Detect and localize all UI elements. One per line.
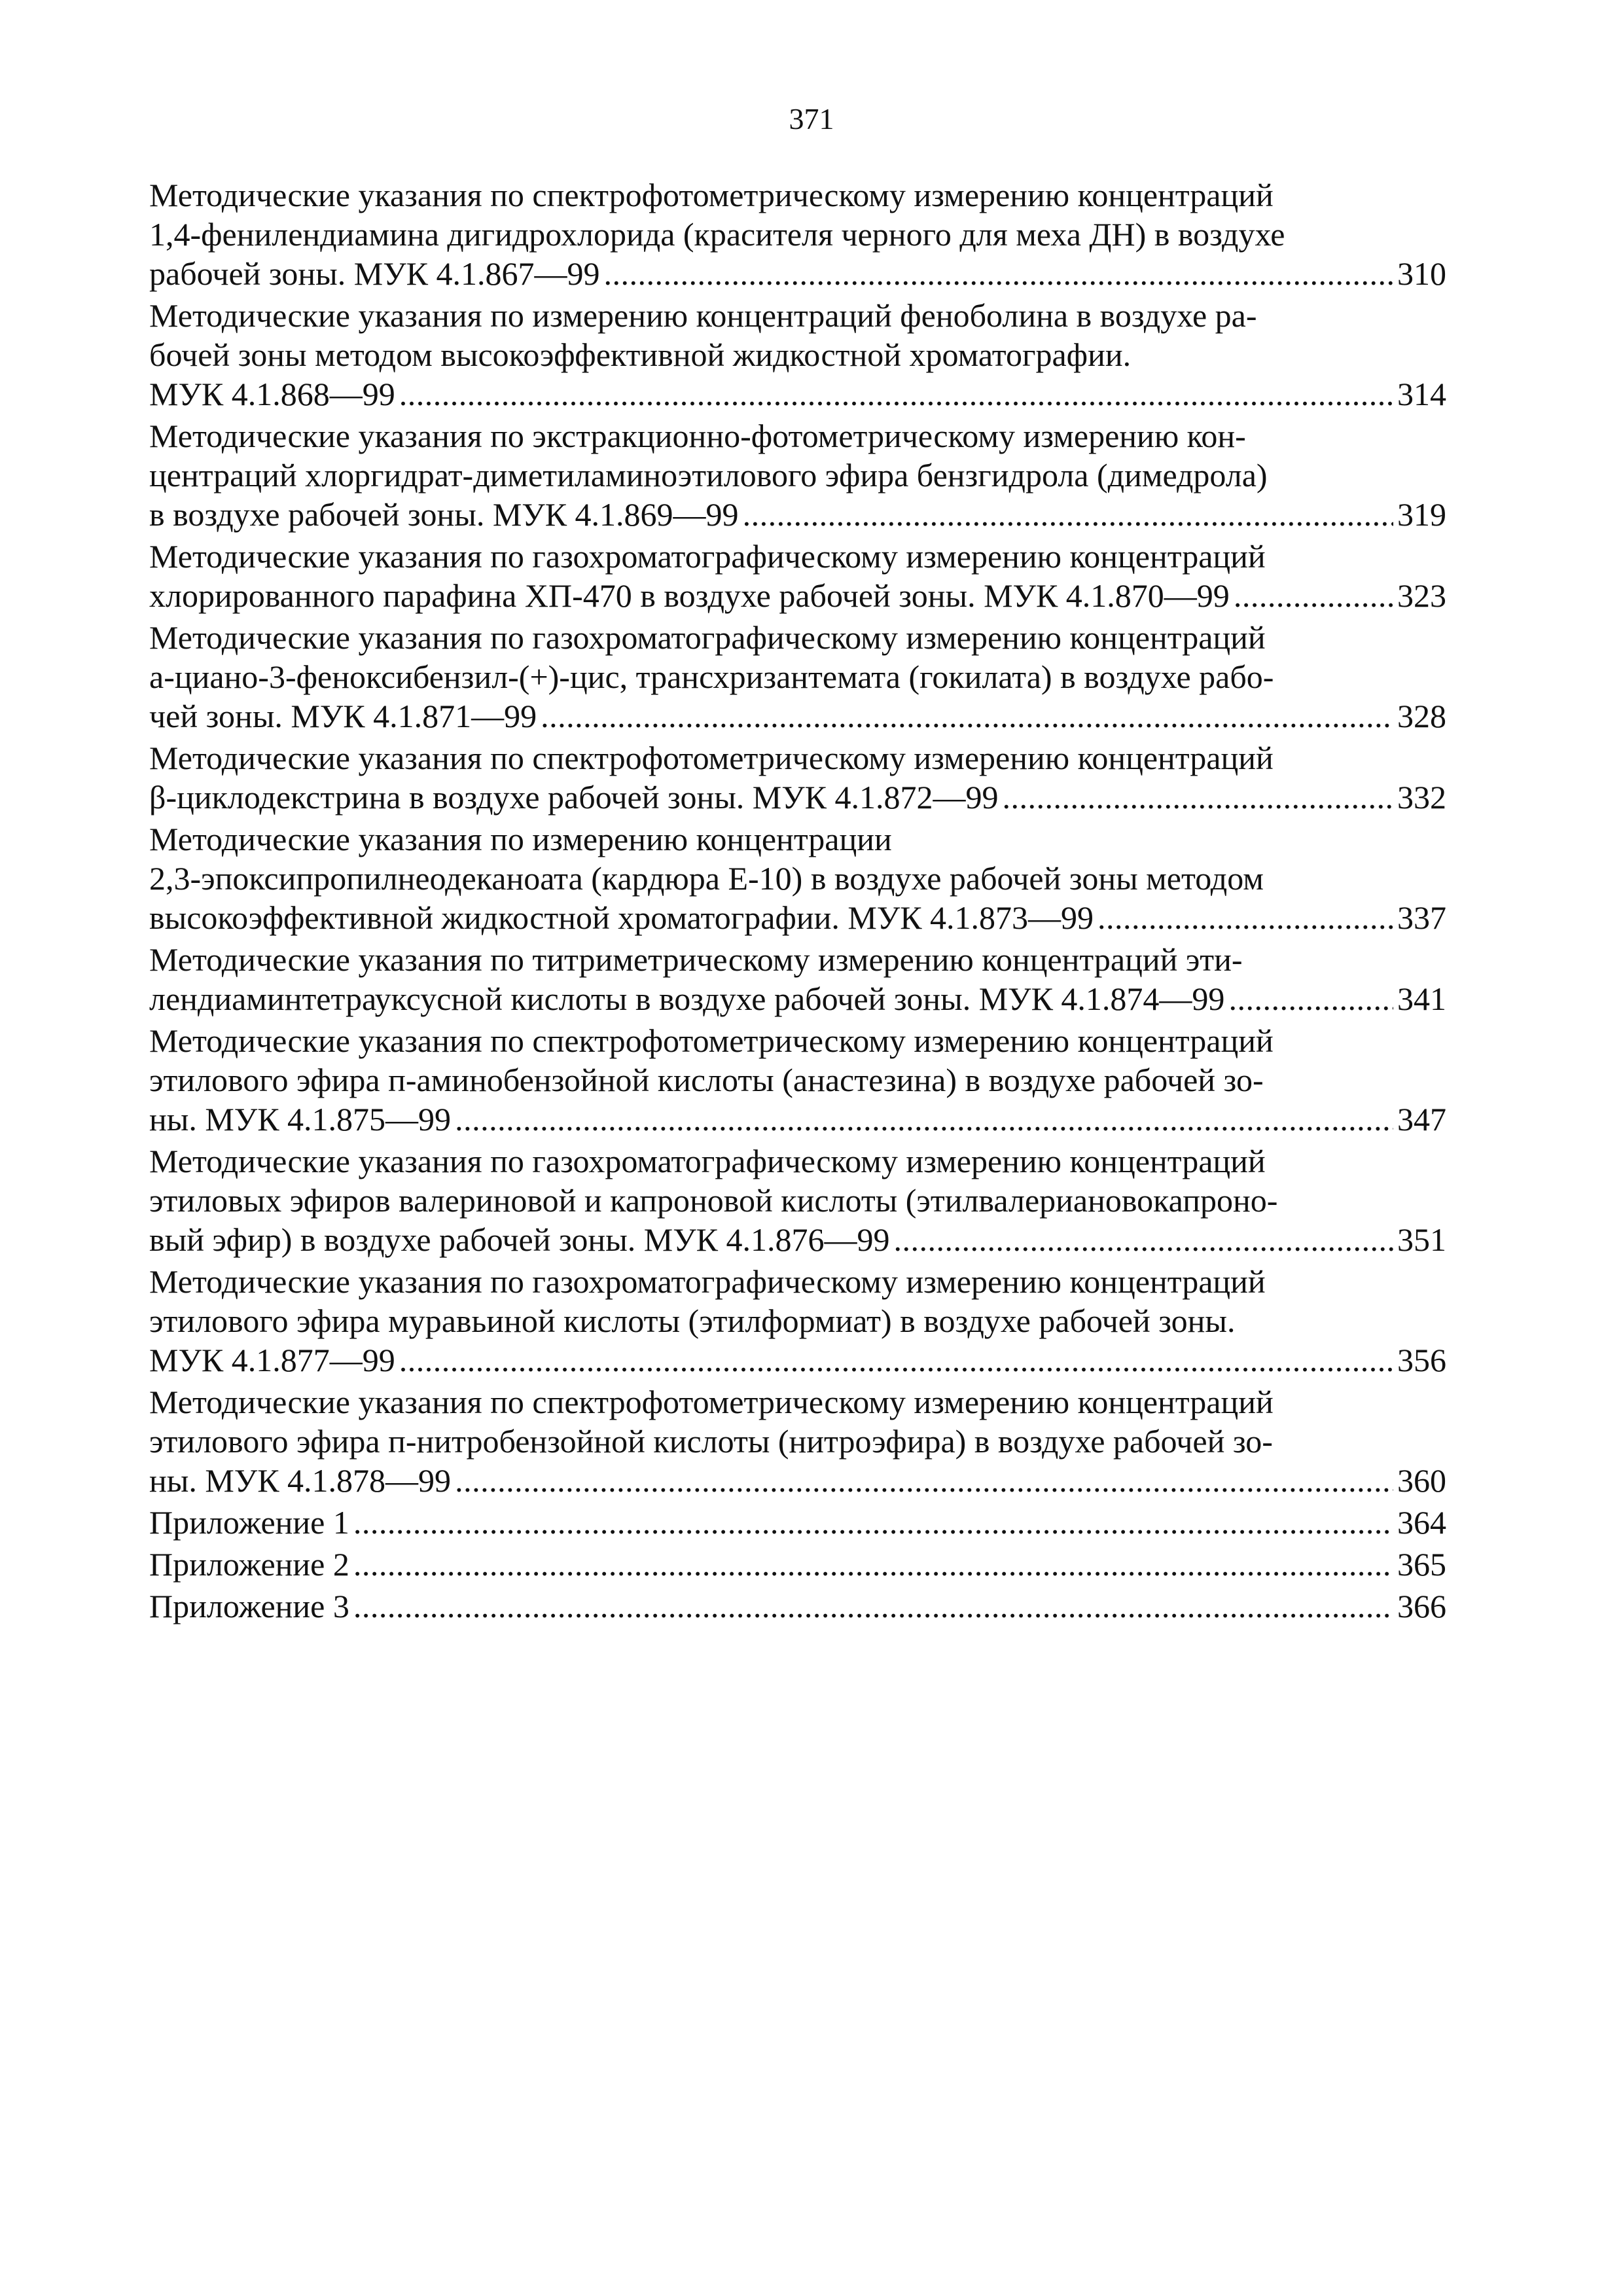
table-of-contents bbox=[149, 175, 1446, 1628]
dot-leader bbox=[353, 1545, 1393, 1584]
toc-entry-last-line bbox=[149, 696, 1446, 736]
toc-entry-title-end: Приложение 1 bbox=[149, 1504, 349, 1541]
toc-entry[interactable] bbox=[149, 618, 1446, 736]
page-number: 371 bbox=[789, 102, 834, 135]
toc-entry-line: Методические указания по газохроматографическому измерению концентраций bbox=[149, 619, 1266, 656]
toc-entry-last-line bbox=[149, 1503, 1446, 1542]
toc-entry-title-end: Приложение 2 bbox=[149, 1546, 349, 1583]
toc-entry[interactable] bbox=[149, 175, 1446, 293]
toc-entry-last-line bbox=[149, 1545, 1446, 1584]
toc-entry[interactable] bbox=[149, 1503, 1446, 1542]
toc-page-number: 310 bbox=[1397, 255, 1446, 292]
toc-entry-title-end: Приложение 3 bbox=[149, 1588, 349, 1624]
toc-entry-last-line bbox=[149, 898, 1446, 937]
toc-entry-line: Методические указания по спектрофотометрическому измерению концентраций bbox=[149, 740, 1274, 776]
toc-entry-last-line bbox=[149, 1220, 1446, 1259]
toc-entry-line: а-циано-3-феноксибензил-(+)-цис, трансхризантемата (гокилата) в воздухе рабо- bbox=[149, 658, 1274, 695]
toc-entry-line: этилового эфира п-аминобензойной кислоты (анастезина) в воздухе рабочей зо- bbox=[149, 1062, 1264, 1098]
toc-page-number: 328 bbox=[1397, 698, 1446, 734]
dot-leader bbox=[743, 495, 1393, 534]
toc-entry-last-line bbox=[149, 495, 1446, 534]
dot-leader bbox=[399, 1340, 1393, 1380]
toc-page-number: 360 bbox=[1397, 1462, 1446, 1499]
toc-page-number: 314 bbox=[1397, 376, 1446, 412]
toc-entry-line: бочей зоны методом высокоэффективной жидкостной хроматографии. bbox=[149, 336, 1132, 373]
toc-page-number: 337 bbox=[1397, 899, 1446, 936]
dot-leader bbox=[1234, 576, 1393, 615]
toc-entry-title-end: МУК 4.1.868—99 bbox=[149, 376, 395, 412]
toc-page-number: 332 bbox=[1397, 779, 1446, 816]
toc-entry[interactable] bbox=[149, 1021, 1446, 1139]
toc-entry-line: Методические указания по газохроматографическому измерению концентраций bbox=[149, 1143, 1266, 1179]
toc-page-number: 365 bbox=[1397, 1546, 1446, 1583]
toc-entry[interactable] bbox=[149, 1382, 1446, 1500]
toc-page-number: 364 bbox=[1397, 1504, 1446, 1541]
toc-entry-last-line bbox=[149, 254, 1446, 293]
toc-entry[interactable] bbox=[149, 940, 1446, 1018]
dot-leader bbox=[894, 1220, 1394, 1259]
toc-entry-line: Методические указания по спектрофотометрическому измерению концентраций bbox=[149, 177, 1274, 213]
toc-entry-title-end: чей зоны. МУК 4.1.871—99 bbox=[149, 698, 537, 734]
toc-entry-line: Методические указания по газохроматографическому измерению концентраций bbox=[149, 538, 1266, 575]
toc-entry-last-line bbox=[149, 1461, 1446, 1500]
toc-entry-title-end: лендиаминтетрауксусной кислоты в воздухе рабочей зоны. МУК 4.1.874—99 bbox=[149, 980, 1225, 1017]
dot-leader bbox=[1097, 898, 1393, 937]
dot-leader bbox=[1228, 979, 1393, 1018]
toc-entry-line: центраций хлоргидрат-диметиламиноэтилового эфира бензгидрола (димедрола) bbox=[149, 457, 1268, 493]
toc-page-number: 356 bbox=[1397, 1342, 1446, 1378]
toc-page-number: 341 bbox=[1397, 980, 1446, 1017]
toc-page-number: 319 bbox=[1397, 496, 1446, 533]
toc-entry-last-line bbox=[149, 1587, 1446, 1626]
toc-entry-title-end: МУК 4.1.877—99 bbox=[149, 1342, 395, 1378]
toc-entry-line: этиловых эфиров валериновой и капроновой кислоты (этилвалериановокапроно- bbox=[149, 1182, 1278, 1219]
toc-entry-title-end: в воздухе рабочей зоны. МУК 4.1.869—99 bbox=[149, 496, 739, 533]
toc-entry[interactable] bbox=[149, 819, 1446, 937]
toc-entry-line: 2,3-эпоксипропилнеодеканоата (кардюра Е-10) в воздухе рабочей зоны методом bbox=[149, 860, 1264, 897]
dot-leader bbox=[353, 1587, 1393, 1626]
toc-page-number: 347 bbox=[1397, 1101, 1446, 1138]
toc-entry-title-end: высокоэффективной жидкостной хроматографии. МУК 4.1.873—99 bbox=[149, 899, 1094, 936]
toc-entry-line: Методические указания по спектрофотометрическому измерению концентраций bbox=[149, 1384, 1274, 1420]
toc-entry-line: этилового эфира п-нитробензойной кислоты (нитроэфира) в воздухе рабочей зо- bbox=[149, 1423, 1273, 1460]
toc-page-number: 323 bbox=[1397, 577, 1446, 614]
toc-entry[interactable] bbox=[149, 537, 1446, 615]
toc-entry-title-end: хлорированного парафина ХП-470 в воздухе рабочей зоны. МУК 4.1.870—99 bbox=[149, 577, 1230, 614]
toc-entry-last-line bbox=[149, 778, 1446, 817]
toc-entry[interactable] bbox=[149, 1545, 1446, 1584]
toc-entry[interactable] bbox=[149, 1262, 1446, 1380]
toc-entry-title-end: ны. МУК 4.1.875—99 bbox=[149, 1101, 452, 1138]
toc-entry-last-line bbox=[149, 1100, 1446, 1139]
toc-entry-line: Методические указания по газохроматографическому измерению концентраций bbox=[149, 1263, 1266, 1300]
toc-entry[interactable] bbox=[149, 738, 1446, 817]
toc-entry-line: Методические указания по спектрофотометрическому измерению концентраций bbox=[149, 1022, 1274, 1059]
dot-leader bbox=[455, 1100, 1393, 1139]
toc-entry-title-end: рабочей зоны. МУК 4.1.867—99 bbox=[149, 255, 600, 292]
toc-entry[interactable] bbox=[149, 1587, 1446, 1626]
dot-leader bbox=[455, 1461, 1393, 1500]
toc-entry[interactable] bbox=[149, 416, 1446, 534]
toc-page-number: 351 bbox=[1397, 1221, 1446, 1258]
dot-leader bbox=[399, 374, 1393, 414]
toc-entry-last-line bbox=[149, 374, 1446, 414]
toc-entry-line: 1,4-фенилендиамина дигидрохлорида (красителя черного для меха ДН) в воздухе bbox=[149, 216, 1285, 253]
toc-entry-line: Методические указания по экстракционно-фотометрическому измерению кон- bbox=[149, 418, 1246, 454]
toc-entry-line: Методические указания по измерению концентраций феноболина в воздухе ра- bbox=[149, 297, 1257, 334]
dot-leader bbox=[603, 254, 1393, 293]
toc-entry-line: Методические указания по измерению концентрации bbox=[149, 821, 892, 857]
toc-page-number: 366 bbox=[1397, 1588, 1446, 1624]
toc-entry-title-end: ны. МУК 4.1.878—99 bbox=[149, 1462, 452, 1499]
toc-entry-title-end: β-циклодекстрина в воздухе рабочей зоны. МУК 4.1.872—99 bbox=[149, 779, 999, 816]
toc-entry[interactable] bbox=[149, 1141, 1446, 1259]
dot-leader bbox=[353, 1503, 1393, 1542]
toc-entry-line: Методические указания по титриметрическому измерению концентраций эти- bbox=[149, 941, 1243, 978]
toc-entry-title-end: вый эфир) в воздухе рабочей зоны. МУК 4.1.876—99 bbox=[149, 1221, 890, 1258]
toc-entry-line: этилового эфира муравьиной кислоты (этилформиат) в воздухе рабочей зоны. bbox=[149, 1302, 1236, 1339]
dot-leader bbox=[1003, 778, 1393, 817]
toc-entry-last-line bbox=[149, 1340, 1446, 1380]
dot-leader bbox=[541, 696, 1393, 736]
toc-entry-last-line bbox=[149, 576, 1446, 615]
toc-entry-last-line bbox=[149, 979, 1446, 1018]
toc-entry[interactable] bbox=[149, 296, 1446, 414]
